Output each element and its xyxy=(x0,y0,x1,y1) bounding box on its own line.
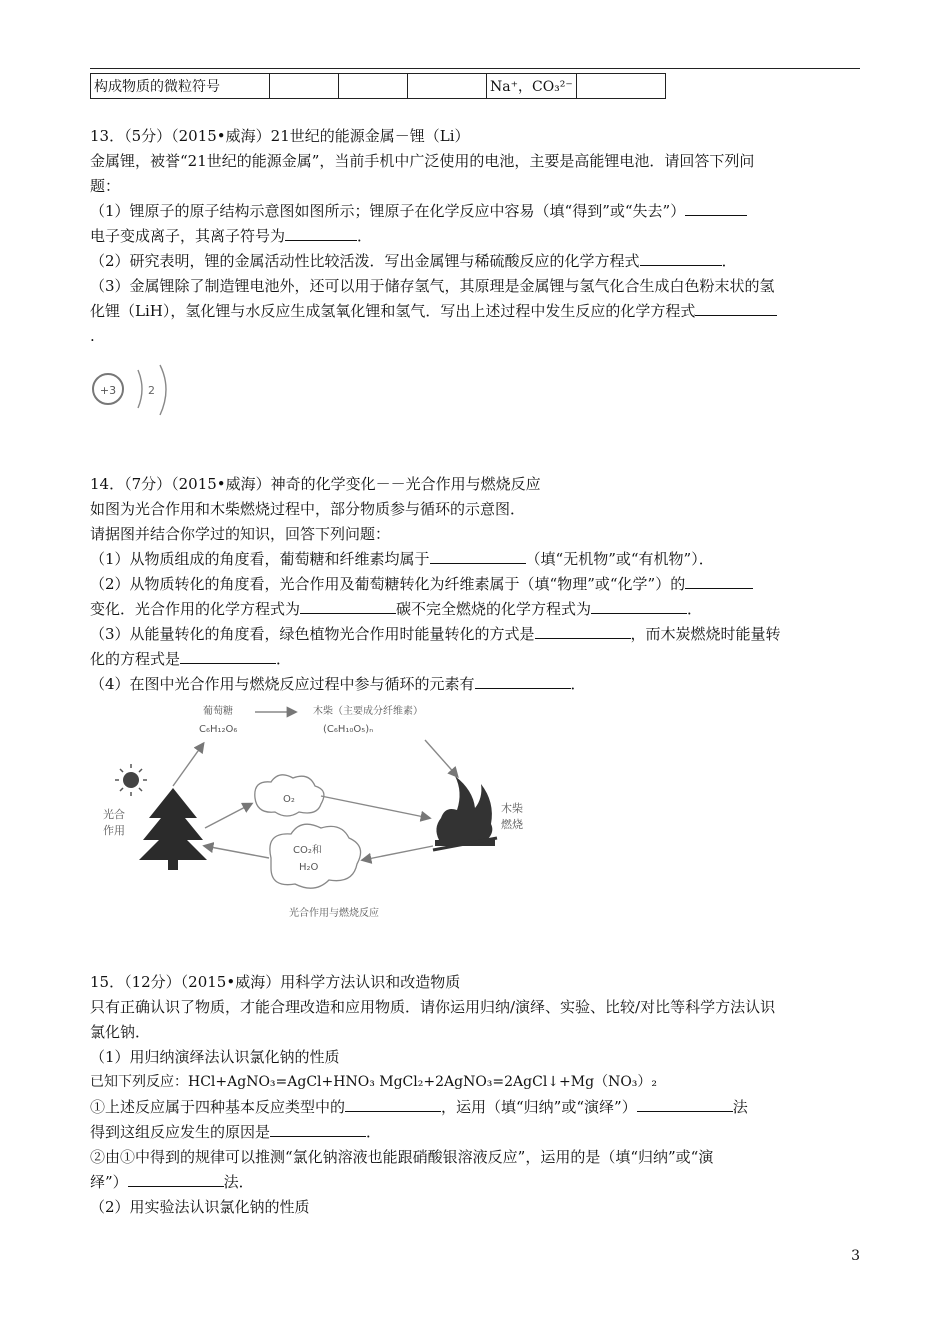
answer-blank[interactable] xyxy=(685,574,753,589)
property-table xyxy=(90,73,666,99)
photosynthesis-label-1: 光合 xyxy=(103,808,125,821)
answer-blank[interactable] xyxy=(695,301,777,316)
wood-label: 木柴（主要成分纤维素） xyxy=(313,706,423,717)
q14-part2-line2 xyxy=(90,599,702,619)
table-cell xyxy=(576,74,665,99)
q15-section-2: （2）用实验法认识氯化钠的性质 xyxy=(90,1198,310,1216)
period: ． xyxy=(276,650,292,668)
q15-q1-line1 xyxy=(90,1097,748,1117)
table-row-label: 构成物质的微粒符号 xyxy=(91,74,270,99)
q14-part3-post: ，而木炭燃烧时能量转 xyxy=(630,625,781,643)
answer-blank[interactable] xyxy=(128,1172,224,1187)
q13-intro-1: 金属锂，被誉“21世纪的能源金属”，当前手机中广泛使用的电池，主要是高能锂电池．请回答下列问 xyxy=(90,152,755,170)
q15-intro-2: 氯化钠． xyxy=(90,1023,151,1041)
shell-electron-count: 2 xyxy=(148,384,155,397)
co2-h2o-cloud xyxy=(270,824,361,888)
table-cell xyxy=(339,74,408,99)
period: ． xyxy=(721,252,737,270)
table-cell-ion-symbols: Na⁺，CO₃²⁻ xyxy=(487,74,577,99)
burning-label-1: 木柴 xyxy=(501,802,523,815)
answer-blank[interactable] xyxy=(285,226,357,241)
photosynthesis-label-2: 作用 xyxy=(103,824,125,837)
q14-intro-1: 如图为光合作用和木柴燃烧过程中，部分物质参与循环的示意图． xyxy=(90,500,526,518)
glucose-label: 葡萄糖 xyxy=(203,706,233,717)
q14-part3-text: （3）从能量转化的角度看，绿色植物光合作用时能量转化的方式是 xyxy=(90,625,535,643)
tree-icon xyxy=(139,788,207,870)
q13-part1-line1 xyxy=(90,201,747,221)
table-cell xyxy=(270,74,339,99)
q13-part1b-text: 电子变成离子，其离子符号为 xyxy=(90,227,286,245)
top-rule xyxy=(90,68,860,69)
answer-blank[interactable] xyxy=(180,649,276,664)
answer-blank[interactable] xyxy=(640,251,722,266)
answer-blank[interactable] xyxy=(637,1097,733,1112)
answer-blank[interactable] xyxy=(430,549,526,564)
q14-part3b-text: 化的方程式是 xyxy=(90,650,181,668)
q15-q1-text: ①上述反应属于四种基本反应类型中的 xyxy=(90,1098,346,1116)
q14-part4 xyxy=(90,674,586,694)
q14-part3-line1 xyxy=(90,624,781,644)
co2-h2o-label-1: CO₂和 xyxy=(293,845,322,856)
answer-blank[interactable] xyxy=(475,674,571,689)
q13-header: 13．（5分）（2015•威海）21世纪的能源金属－锂（Li） xyxy=(90,127,470,145)
q15-intro-1: 只有正确认识了物质，才能合理改造和应用物质．请你运用归纳/演绎、实验、比较/对比等科学方法认识 xyxy=(90,998,776,1016)
burning-label-2: 燃烧 xyxy=(501,818,523,831)
o2-to-fire-arrow xyxy=(321,796,429,818)
q13-part2-text: （2）研究表明，锂的金属活动性比较活泼．写出金属锂与稀硫酸反应的化学方程式 xyxy=(90,252,640,270)
answer-blank[interactable] xyxy=(591,599,687,614)
q15-q1-mid: ，运用（填“归纳”或“演绎”） xyxy=(441,1098,637,1116)
answer-blank[interactable] xyxy=(535,624,631,639)
q14-part4-text: （4）在图中光合作用与燃烧反应过程中参与循环的元素有 xyxy=(90,675,475,693)
diagram-caption: 光合作用与燃烧反应 xyxy=(289,908,379,919)
fire-icon xyxy=(433,776,497,850)
q13-part3-line2 xyxy=(90,301,777,321)
q15-q2-line2 xyxy=(90,1172,254,1192)
q14-header: 14．（7分）（2015•威海）神奇的化学变化－－光合作用与燃烧反应 xyxy=(90,475,541,493)
q14-part1-text: （1）从物质组成的角度看，葡萄糖和纤维素均属于 xyxy=(90,550,430,568)
wood-formula: (C₆H₁₀O₅)ₙ xyxy=(323,724,374,735)
q14-part2b-mid: 碳不完全燃烧的化学方程式为 xyxy=(396,600,592,618)
answer-blank[interactable] xyxy=(270,1122,366,1137)
q14-part2-text: （2）从物质转化的角度看，光合作用及葡萄糖转化为纤维素属于（填“物理”或“化学”）的 xyxy=(90,575,686,593)
q15-q2b-text: 绎”） xyxy=(90,1173,128,1191)
table-cell xyxy=(408,74,487,99)
q13-intro-2: 题： xyxy=(90,177,121,195)
q13-part3-line1: （3）金属锂除了制造锂电池外，还可以用于储存氢气，其原理是金属锂与氢气化合生成白色粉末状的氢 xyxy=(90,277,775,295)
co2-h2o-label-2: H₂O xyxy=(299,862,319,873)
tree-to-o2-arrow xyxy=(205,804,251,828)
o2-label: O₂ xyxy=(283,794,295,805)
sun-icon xyxy=(115,764,147,796)
q13-part2 xyxy=(90,251,737,271)
q15-q1b-text: 得到这组反应发生的原因是 xyxy=(90,1123,271,1141)
answer-blank[interactable] xyxy=(300,599,396,614)
answer-blank[interactable] xyxy=(685,201,747,216)
q15-section-1: （1）用归纳演绎法认识氯化钠的性质 xyxy=(90,1048,340,1066)
period: ． xyxy=(687,600,703,618)
q14-part1 xyxy=(90,549,714,569)
co2-to-tree-arrow xyxy=(205,846,269,858)
page-number: 3 xyxy=(851,1248,860,1264)
q15-header: 15．（12分）（2015•威海）用科学方法认识和改造物质 xyxy=(90,973,461,991)
q15-q1-line2 xyxy=(90,1122,381,1142)
q13-part3b-text: 化锂（LiH），氢化锂与水反应生成氢氧化锂和氢气．写出上述过程中发生反应的化学方程式 xyxy=(90,302,696,320)
wood-to-fire-arrow xyxy=(425,740,457,776)
q14-intro-2: 请据图并结合你学过的知识，回答下列问题： xyxy=(90,525,391,543)
answer-blank[interactable] xyxy=(345,1097,441,1112)
photosynthesis-combustion-cycle-diagram xyxy=(95,700,535,930)
q14-part1-hint: （填“无机物”或“有机物”）． xyxy=(525,550,714,568)
tree-to-glucose-arrow xyxy=(173,744,203,786)
electron-shell-1 xyxy=(138,370,142,408)
period: ． xyxy=(357,227,373,245)
table-row xyxy=(91,74,666,99)
nucleus-charge: +3 xyxy=(99,384,117,397)
q14-part2b-text: 变化．光合作用的化学方程式为 xyxy=(90,600,301,618)
lithium-atom-diagram xyxy=(88,360,188,422)
q13-part1-line2 xyxy=(90,226,372,246)
period: ． xyxy=(570,675,586,693)
q15-q2b-post: 法． xyxy=(223,1173,254,1191)
q15-q1-post: 法 xyxy=(732,1098,748,1116)
q15-q2-line1: ②由①中得到的规律可以推测“氯化钠溶液也能跟硝酸银溶液反应”，运用的是（填“归纳”或“演 xyxy=(90,1148,714,1166)
q13-part1-text: （1）锂原子的原子结构示意图如图所示；锂原子在化学反应中容易（填“得到”或“失去”） xyxy=(90,202,686,220)
q15-reactions: 已知下列反应：HCl+AgNO₃=AgCl+HNO₃ MgCl₂+2AgNO₃=2AgCl↓+Mg（NO₃）₂ xyxy=(90,1074,658,1090)
period: ． xyxy=(366,1123,382,1141)
fire-to-co2-arrow xyxy=(363,846,433,860)
q13-dot: . xyxy=(90,327,95,345)
electron-shell-2 xyxy=(160,365,166,415)
q14-part3-line2 xyxy=(90,649,291,669)
glucose-formula: C₆H₁₂O₆ xyxy=(199,724,238,735)
q14-part2-line1 xyxy=(90,574,753,594)
